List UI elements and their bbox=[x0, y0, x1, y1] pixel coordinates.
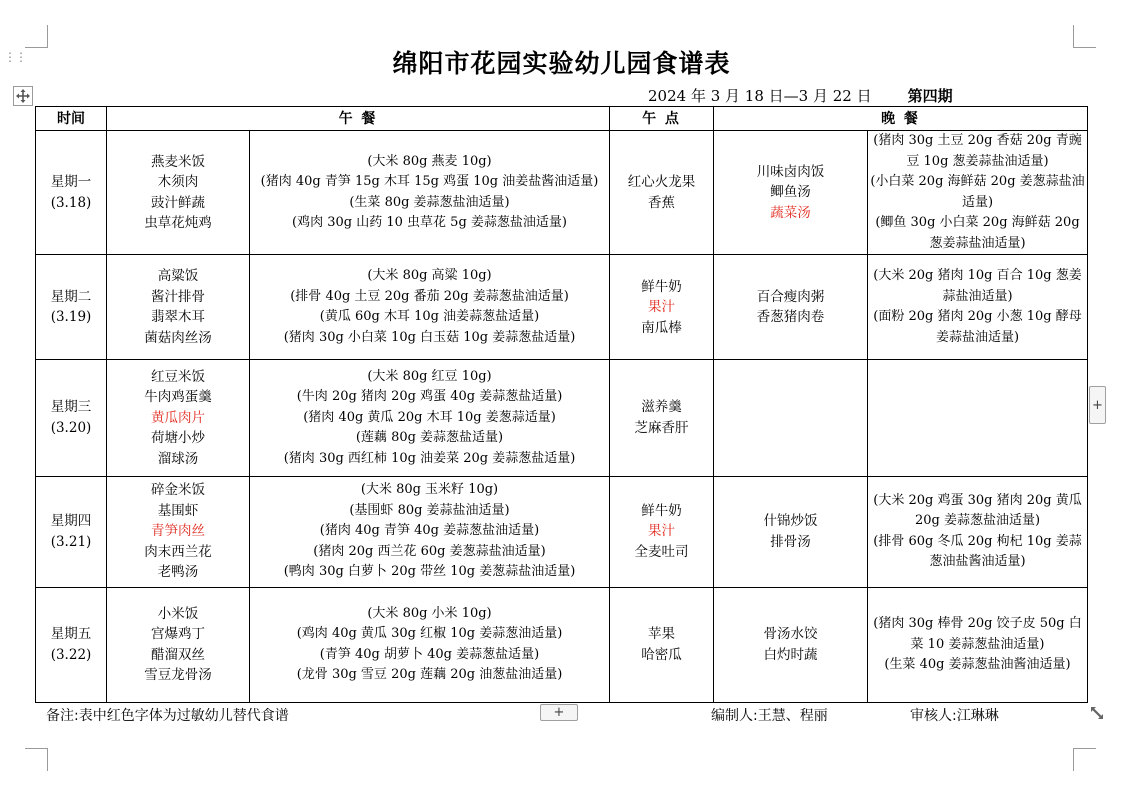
dinner-detail: (鲫鱼 30g 小白菜 20g 海鲜菇 20g 葱姜蒜盐油适量) bbox=[875, 215, 1080, 251]
lunch-dish: 红豆米饭 bbox=[151, 368, 205, 385]
lunch-dishes-cell[interactable] bbox=[107, 360, 250, 476]
snack-item: 全麦吐司 bbox=[634, 543, 689, 560]
lunch-dish: 豉汁鲜蔬 bbox=[151, 194, 205, 211]
footer-note: 备注:表中红色字体为过敏幼儿替代食谱 bbox=[46, 708, 289, 724]
dinner-detail: (小白菜 20g 海鲜菇 20g 姜葱蒜盐油适量) bbox=[870, 174, 1085, 210]
lunch-dish: 基围虾 bbox=[157, 502, 199, 519]
day-row bbox=[36, 255, 1088, 360]
dinner-dishes-cell[interactable] bbox=[714, 360, 868, 476]
crop-mark-bottom-left bbox=[25, 748, 48, 771]
lunch-detail: (猪肉 30g 西红柿 10g 油姜菜 20g 姜蒜葱盐适量) bbox=[283, 450, 576, 466]
dinner-details-cell[interactable] bbox=[868, 587, 1088, 702]
footer-reviewer: 审核人:江琳琳 bbox=[910, 708, 999, 724]
lunch-dish: 雪豆龙骨汤 bbox=[144, 667, 212, 684]
lunch-detail: (基围虾 80g 姜蒜盐油适量) bbox=[349, 502, 510, 518]
snack-cell[interactable] bbox=[610, 255, 714, 360]
dinner-dish: 白灼时蔬 bbox=[763, 646, 818, 663]
day-cell[interactable] bbox=[36, 476, 107, 587]
lunch-dish: 小米饭 bbox=[157, 605, 199, 622]
lunch-detail: (龙骨 30g 雪豆 20g 莲藕 20g 油葱盐油适量) bbox=[296, 667, 563, 683]
lunch-dishes-cell[interactable] bbox=[107, 587, 250, 702]
snack-item: 芝麻香肝 bbox=[634, 419, 689, 436]
dinner-details-cell[interactable] bbox=[868, 360, 1088, 476]
dinner-dish: 骨汤水饺 bbox=[763, 626, 818, 643]
dinner-detail: (大米 20g 猪肉 10g 百合 10g 葱姜蒜盐油适量) bbox=[873, 268, 1082, 304]
lunch-details-cell[interactable] bbox=[250, 131, 610, 255]
lunch-detail: (青笋 40g 胡萝卜 40g 姜蒜葱盐适量) bbox=[319, 646, 540, 662]
lunch-dish: 碎金米饭 bbox=[151, 482, 205, 499]
block-drag-handle-icon[interactable]: ⋮⋮ bbox=[4, 50, 26, 64]
lunch-detail: (牛肉 20g 猪肉 20g 鸡蛋 40g 姜蒜葱盐适量) bbox=[296, 389, 563, 405]
lunch-dish: 木须肉 bbox=[157, 174, 199, 191]
lunch-dish: 菌菇肉丝汤 bbox=[144, 329, 212, 346]
snack-item: 滋养羹 bbox=[641, 399, 682, 416]
lunch-dish: 酱汁排骨 bbox=[151, 288, 205, 305]
dinner-dishes-cell[interactable] bbox=[714, 476, 868, 587]
dinner-details-cell[interactable] bbox=[868, 255, 1088, 360]
snack-item: 果汁 bbox=[648, 523, 675, 540]
lunch-dish: 荷塘小炒 bbox=[151, 430, 205, 447]
table-resize-icon[interactable] bbox=[1088, 704, 1106, 722]
date-line bbox=[648, 85, 953, 106]
lunch-detail: (猪肉 40g 青笋 40g 姜蒜葱盐油适量) bbox=[319, 523, 540, 539]
lunch-detail: (鸡肉 40g 黄瓜 30g 红椒 10g 姜蒜葱油适量) bbox=[296, 626, 563, 642]
day-name: 星期三 bbox=[50, 399, 92, 416]
lunch-detail: (大米 80g 高粱 10g) bbox=[367, 268, 492, 284]
snack-item: 苹果 bbox=[648, 626, 675, 643]
lunch-detail: (莲藕 80g 姜蒜葱盐适量) bbox=[355, 430, 504, 446]
dinner-details-cell[interactable] bbox=[868, 476, 1088, 587]
lunch-detail: (大米 80g 玉米籽 10g) bbox=[360, 482, 499, 498]
dinner-dish: 蔬菜汤 bbox=[770, 204, 811, 221]
lunch-dish: 高粱饭 bbox=[157, 268, 199, 285]
lunch-detail: (大米 80g 红豆 10g) bbox=[367, 368, 492, 384]
dinner-dish: 川味卤肉饭 bbox=[756, 163, 825, 180]
footer-editors: 编制人:王慧、程丽 bbox=[711, 708, 828, 724]
snack-cell[interactable] bbox=[610, 587, 714, 702]
dinner-detail: (大米 20g 鸡蛋 30g 猪肉 20g 黄瓜 20g 姜蒜葱盐油适量) bbox=[873, 492, 1082, 529]
day-date: (3.19) bbox=[50, 309, 92, 326]
page-title: 绵阳市花园实验幼儿园食谱表 bbox=[392, 49, 731, 78]
snack-item: 香蕉 bbox=[648, 194, 675, 211]
snack-item: 鲜牛奶 bbox=[641, 278, 682, 295]
dinner-detail: (猪肉 30g 棒骨 20g 饺子皮 50g 白菜 10 姜蒜葱盐油适量) bbox=[873, 616, 1082, 652]
lunch-dish: 宫爆鸡丁 bbox=[151, 626, 205, 643]
day-cell[interactable] bbox=[36, 360, 107, 476]
dinner-detail: (生菜 40g 姜蒜葱盐油酱油适量) bbox=[884, 657, 1071, 673]
lunch-details-cell[interactable] bbox=[250, 587, 610, 702]
lunch-dish: 青笋肉丝 bbox=[151, 523, 205, 540]
day-row bbox=[36, 131, 1088, 255]
lunch-detail: (大米 80g 燕麦 10g) bbox=[367, 153, 492, 169]
day-date: (3.22) bbox=[50, 646, 92, 663]
lunch-dishes-cell[interactable] bbox=[107, 255, 250, 360]
snack-cell[interactable] bbox=[610, 131, 714, 255]
lunch-detail: (鸭肉 30g 白萝卜 20g 带丝 10g 姜葱蒜盐油适量) bbox=[283, 564, 576, 580]
resize-arrows-icon bbox=[1090, 706, 1104, 720]
move-arrows-icon bbox=[16, 89, 30, 103]
snack-item: 果汁 bbox=[648, 299, 675, 316]
add-row-button[interactable]: + bbox=[540, 704, 578, 721]
day-row bbox=[36, 476, 1088, 587]
crop-mark-bottom-right bbox=[1073, 748, 1096, 771]
dinner-dish: 什锦炒饭 bbox=[763, 513, 818, 530]
lunch-dishes-cell[interactable] bbox=[107, 476, 250, 587]
lunch-dish: 老鸭汤 bbox=[157, 564, 199, 581]
lunch-dish: 虫草花炖鸡 bbox=[144, 215, 212, 232]
day-name: 星期四 bbox=[50, 513, 92, 530]
dinner-dishes-cell[interactable] bbox=[714, 131, 868, 255]
lunch-details-cell[interactable] bbox=[250, 360, 610, 476]
day-name: 星期五 bbox=[50, 626, 92, 643]
table-move-handle-icon[interactable] bbox=[13, 86, 33, 106]
day-date: (3.18) bbox=[50, 194, 92, 211]
header-time: 时间 bbox=[36, 107, 107, 131]
lunch-dish: 燕麦米饭 bbox=[151, 153, 205, 170]
dinner-detail: (面粉 20g 猪肉 20g 小葱 10g 酵母姜蒜盐油适量) bbox=[873, 309, 1082, 345]
lunch-detail: (排骨 40g 土豆 20g 番茄 20g 姜蒜葱盐油适量) bbox=[290, 288, 569, 304]
lunch-dish: 翡翠木耳 bbox=[151, 309, 205, 326]
period-label: 第四期 bbox=[907, 87, 953, 105]
header-row bbox=[36, 107, 1088, 131]
lunch-detail: (猪肉 20g 西兰花 60g 姜葱蒜盐油适量) bbox=[313, 543, 546, 559]
dinner-dishes-cell[interactable] bbox=[714, 255, 868, 360]
day-name: 星期二 bbox=[50, 288, 92, 305]
dinner-details-cell[interactable] bbox=[868, 131, 1088, 255]
lunch-detail: (猪肉 30g 小白菜 10g 白玉菇 10g 姜蒜葱盐适量) bbox=[283, 329, 576, 345]
lunch-detail: (黄瓜 60g 木耳 10g 油姜蒜葱盐适量) bbox=[319, 309, 540, 325]
lunch-detail: (猪肉 40g 黄瓜 20g 木耳 10g 姜葱蒜适量) bbox=[303, 409, 556, 425]
snack-cell[interactable] bbox=[610, 476, 714, 587]
snack-item: 哈密瓜 bbox=[641, 646, 682, 663]
date-range: 2024 年 3 月 18 日—3 月 22 日 bbox=[648, 87, 872, 105]
lunch-detail: (生菜 80g 姜蒜葱盐油适量) bbox=[349, 194, 510, 210]
menu-table[interactable] bbox=[35, 106, 1088, 703]
day-date: (3.20) bbox=[50, 419, 92, 436]
lunch-detail: (大米 80g 小米 10g) bbox=[367, 605, 492, 621]
lunch-dish: 醋溜双丝 bbox=[151, 646, 205, 663]
dinner-detail: (猪肉 30g 土豆 20g 香菇 20g 青豌豆 10g 葱姜蒜盐油适量) bbox=[873, 133, 1082, 169]
lunch-details-cell[interactable] bbox=[250, 255, 610, 360]
snack-item: 鲜牛奶 bbox=[641, 502, 682, 519]
lunch-details-cell[interactable] bbox=[250, 476, 610, 587]
day-date: (3.21) bbox=[50, 533, 92, 550]
dinner-dish: 排骨汤 bbox=[770, 533, 811, 550]
dinner-dish: 百合瘦肉粥 bbox=[756, 288, 825, 305]
header-dinner: 晚 餐 bbox=[714, 107, 1088, 131]
day-row bbox=[36, 360, 1088, 476]
lunch-dish: 肉末西兰花 bbox=[144, 543, 212, 560]
lunch-detail: (鸡肉 30g 山药 10 虫草花 5g 姜蒜葱盐油适量) bbox=[292, 215, 567, 231]
lunch-dishes-cell[interactable] bbox=[107, 131, 250, 255]
header-lunch: 午 餐 bbox=[107, 107, 610, 131]
dinner-dishes-cell[interactable] bbox=[714, 587, 868, 702]
lunch-dish: 牛肉鸡蛋羹 bbox=[144, 389, 212, 406]
dinner-dish: 鲫鱼汤 bbox=[770, 184, 811, 201]
day-cell[interactable] bbox=[36, 131, 107, 255]
dinner-dish: 香葱猪肉卷 bbox=[756, 309, 825, 326]
snack-item: 南瓜棒 bbox=[641, 319, 682, 336]
day-row bbox=[36, 587, 1088, 702]
header-snack: 午 点 bbox=[610, 107, 714, 131]
lunch-dish: 溜球汤 bbox=[157, 450, 199, 467]
snack-cell[interactable] bbox=[610, 360, 714, 476]
day-cell[interactable] bbox=[36, 587, 107, 702]
lunch-dish: 黄瓜肉片 bbox=[151, 409, 205, 426]
lunch-detail: (猪肉 40g 青笋 15g 木耳 15g 鸡蛋 10g 油姜盐酱油适量) bbox=[260, 174, 599, 190]
dinner-detail: (排骨 60g 冬瓜 20g 枸杞 10g 姜蒜葱油盐酱油适量) bbox=[873, 533, 1082, 570]
day-name: 星期一 bbox=[50, 174, 92, 191]
snack-item: 红心火龙果 bbox=[627, 174, 696, 191]
day-cell[interactable] bbox=[36, 255, 107, 360]
add-column-button[interactable]: + bbox=[1089, 386, 1106, 424]
